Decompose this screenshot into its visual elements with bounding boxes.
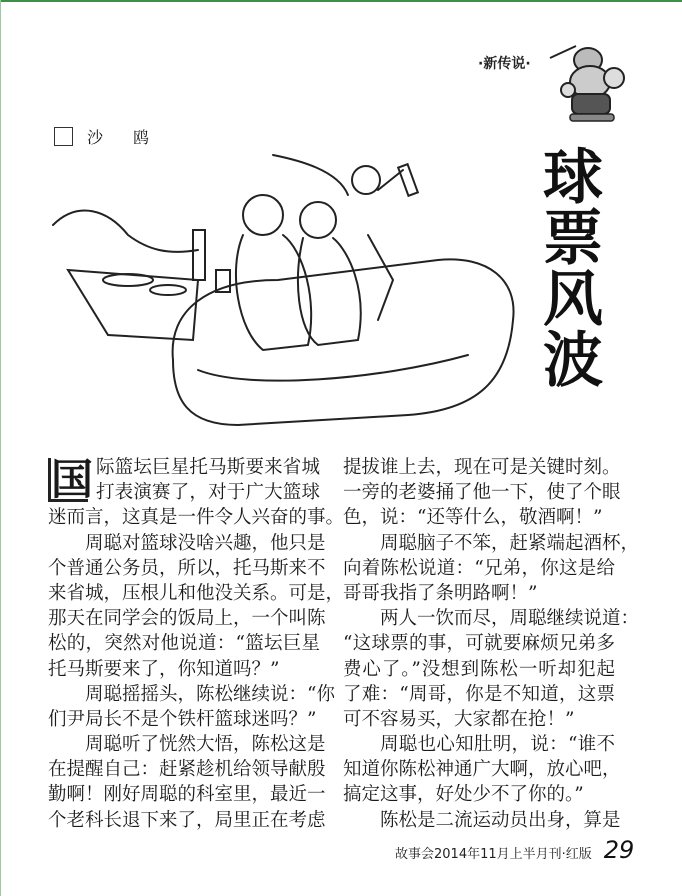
text-line: 费心了。”没想到陈松一听却犯起 — [343, 658, 615, 680]
page-border-top — [0, 0, 682, 2]
text-line: 提拔谁上去，现在可是关键时刻。 — [343, 457, 621, 478]
text-line: 们尹局长不是个铁杆篮球迷吗？” — [48, 708, 317, 730]
text-line: 了难：“周哥，你是不知道，这票 — [343, 683, 615, 705]
text-line: 哥哥我指了条明路啊！” — [343, 582, 538, 604]
author-name-first: 沙 — [87, 128, 104, 147]
mascot-illustration-icon — [548, 38, 630, 124]
text-line: 托马斯要来了，你知道吗？” — [48, 658, 280, 680]
text-line: 一旁的老婆捅了他一下，使了个眼 — [343, 482, 621, 504]
text-line: 周聪脑子不笨，赶紧端起酒杯， — [380, 532, 640, 554]
text-line: “这球票的事，可就要麻烦兄弟多 — [343, 633, 615, 655]
text-line: 打表演赛了，对于广大篮球 — [96, 482, 320, 504]
text-line: 两人一饮而尽，周聪继续说道： — [380, 608, 640, 630]
text-line: 周聪听了恍然大悟，陈松这是 — [85, 734, 326, 756]
title-char: 球 — [543, 143, 603, 213]
text-line: 松的，突然对他说道：“篮坛巨星 — [48, 633, 320, 655]
title-char: 票 — [543, 204, 603, 274]
author-name-second: 鸥 — [133, 128, 150, 147]
text-line: 勤啊！刚好周聪的科室里，最近一 — [48, 784, 326, 806]
text-line: 来省城，压根儿和他没关系。可是， — [48, 582, 345, 604]
text-line: 那天在同学会的饭局上，一个叫陈 — [48, 608, 326, 630]
text-line: 迷而言，这真是一件令人兴奋的事。 — [48, 507, 345, 529]
story-illustration — [48, 140, 533, 435]
body-column-right — [343, 455, 640, 833]
article-title — [540, 143, 606, 396]
magazine-issue: 故事会2014年11月上半月刊·红版 — [395, 847, 592, 862]
text-line: 周聪摇摇头，陈松继续说：“你 — [85, 683, 335, 705]
text-line: 个老科长退下来了，局里正在考虑 — [48, 809, 326, 831]
title-char: 波 — [543, 326, 603, 396]
text-line: 知道你陈松神通广大啊，放心吧， — [343, 759, 621, 781]
page-footer — [395, 836, 634, 864]
page-number: 29 — [603, 836, 635, 864]
title-char: 风 — [543, 265, 603, 335]
text-line: 周聪也心知肚明，说：“谁不 — [380, 734, 615, 756]
text-line: 搞定这事，好处少不了你的。” — [343, 784, 584, 806]
page-border-left — [0, 0, 1, 896]
text-line: 在提醒自己：赶紧趁机给领导献殷 — [48, 759, 326, 781]
text-line: 周聪对篮球没啥兴趣，他只是 — [85, 532, 326, 554]
text-line: 个普通公务员，所以，托马斯来不 — [48, 557, 326, 579]
body-column-left — [48, 455, 345, 833]
text-line: 可不容易买，大家都在抢！” — [343, 708, 575, 730]
text-line: 向着陈松说道：“兄弟，你这是给 — [343, 557, 615, 579]
text-line: 陈松是二流运动员出身，算是 — [380, 809, 621, 831]
column-tag: ·新传说· — [478, 56, 531, 72]
text-line: 际篮坛巨星托马斯要来省城 — [96, 457, 320, 478]
drop-cap: 国 — [48, 458, 88, 502]
text-line: 色，说：“还等什么，敬酒啊！” — [343, 507, 603, 529]
